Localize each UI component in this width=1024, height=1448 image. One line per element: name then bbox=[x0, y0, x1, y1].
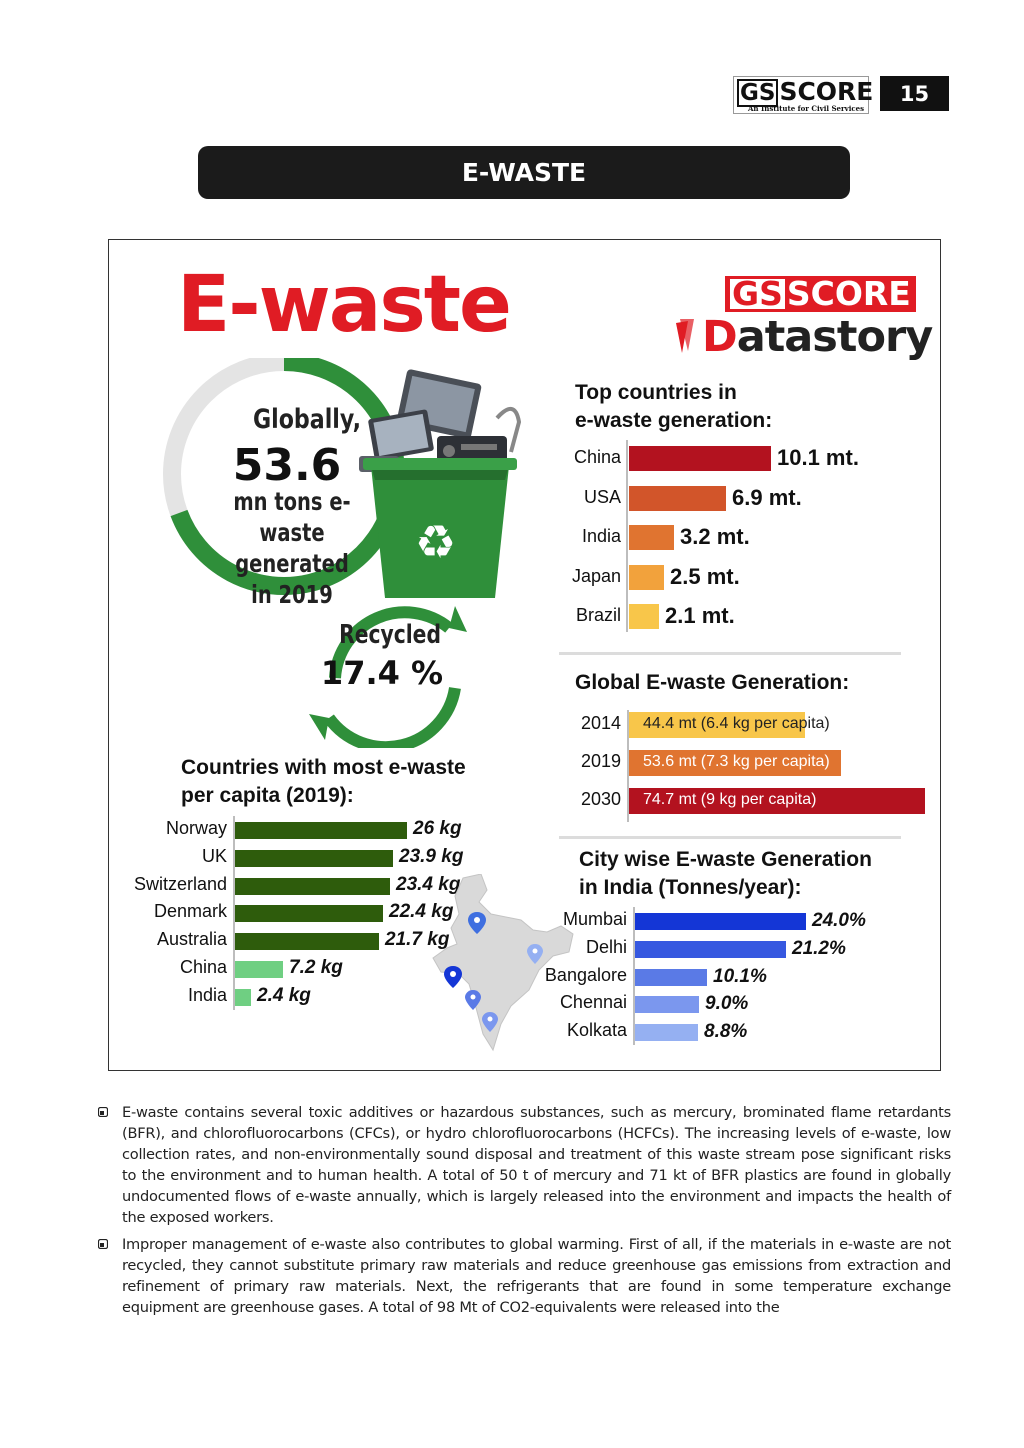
city-value: 24.0% bbox=[812, 910, 866, 931]
per-capita-value: 23.4 kg bbox=[396, 873, 461, 895]
globally-desc-line-1: mn tons e-waste bbox=[233, 487, 351, 547]
top-country-label: China bbox=[573, 447, 621, 467]
recycled-value: 17.4 % bbox=[320, 654, 444, 692]
city-label: Mumbai bbox=[562, 909, 627, 929]
per-capita-label: UK bbox=[201, 845, 227, 866]
per-capita-bar bbox=[235, 878, 390, 895]
brand-d-letter: D bbox=[702, 312, 737, 362]
city-label: Chennai bbox=[559, 992, 627, 1013]
bullet-paragraph: Improper management of e-waste also contributes to global warming. First of all, if the materials in e-waste are not recycled, they cannot substitute primary raw materials and reduce greenhouse gas emissions from extraction and refinement of primary raw materials. Next, the refrigerants that are found in some temperature exchange equipment are greenhouse gases. A total of 98 Mt of CO2-equivalents were released into the bbox=[122, 1236, 951, 1317]
city-wise-heading bbox=[579, 846, 872, 902]
top-country-label: Brazil bbox=[575, 605, 621, 625]
top-country-value: 2.1 mt. bbox=[665, 603, 735, 628]
datastory-brand-score bbox=[725, 276, 916, 312]
top-country-bar bbox=[629, 565, 664, 590]
recycled-label: Recycled bbox=[339, 620, 441, 650]
per-capita-heading-line-1: Countries with most e-waste bbox=[181, 756, 466, 779]
per-capita-value: 2.4 kg bbox=[257, 984, 311, 1006]
top-country-bar bbox=[629, 604, 659, 629]
per-capita-value: 7.2 kg bbox=[289, 957, 343, 978]
bullet-item bbox=[122, 1103, 951, 1228]
top-country-label: USA bbox=[583, 486, 621, 507]
brand-datastory-text: atastory bbox=[736, 312, 933, 362]
top-country-value: 2.5 mt. bbox=[670, 563, 740, 589]
city-wise-chart bbox=[489, 907, 939, 1052]
per-capita-value: 26 kg bbox=[413, 818, 462, 839]
global-generation-text: 44.4 mt (6.4 kg per capita) bbox=[643, 715, 830, 732]
top-country-bar bbox=[629, 486, 726, 511]
per-capita-label: China bbox=[179, 957, 227, 977]
bullet-item bbox=[122, 1235, 951, 1319]
globally-desc-line-2: generated bbox=[235, 549, 349, 578]
per-capita-heading-line-2: per capita (2019): bbox=[181, 784, 354, 807]
global-generation-text: 53.6 mt (7.3 kg per capita) bbox=[643, 753, 830, 770]
body-text bbox=[122, 1103, 951, 1326]
bullet-square-icon bbox=[98, 1107, 108, 1117]
page-number: 15 bbox=[880, 76, 949, 111]
top-country-label: Japan bbox=[571, 565, 621, 586]
bullet-square-icon bbox=[98, 1239, 108, 1249]
per-capita-bar bbox=[235, 850, 393, 867]
per-capita-bar bbox=[235, 822, 407, 839]
city-value: 8.8% bbox=[704, 1021, 748, 1043]
gsscore-logo bbox=[733, 76, 874, 114]
top-country-value: 3.2 mt. bbox=[680, 524, 750, 549]
bullet-paragraph: E-waste contains several toxic additives or hazardous substances, such as mercury, brominated flame retardants (BFR), and chlorofluorocarbons (CFCs), or hydro chlorofluorocarbons (HCFCs). The increasing levels of e-waste, low collection rates, and non-environmentally sound disposal and treatment of this waste stream pose significant risks to the environment and to human health. A total of 50 t of mercury and 71 kt of BFR plastics are found in globally undocumented flows of e-waste annually, which is largely released into the environment and impacts the health of the exposed workers. bbox=[122, 1104, 951, 1226]
top-countries-chart bbox=[549, 440, 939, 640]
top-country-label: India bbox=[581, 526, 621, 546]
city-wise-heading-line-1: City wise E-waste Generation bbox=[579, 848, 872, 871]
panel-divider-1 bbox=[559, 652, 901, 655]
city-label: Bangalore bbox=[544, 964, 627, 985]
global-generation-year: 2014 bbox=[580, 713, 621, 733]
datastory-brand bbox=[674, 312, 932, 362]
per-capita-label: Norway bbox=[165, 818, 227, 838]
globally-value: 53.6 bbox=[232, 440, 342, 491]
global-generation-year: 2019 bbox=[580, 751, 621, 771]
city-label: Delhi bbox=[585, 936, 627, 957]
global-generation-year: 2030 bbox=[580, 789, 621, 809]
city-value: 21.2% bbox=[792, 937, 846, 959]
city-bar bbox=[635, 913, 806, 930]
recycle-bin-icon bbox=[363, 458, 517, 598]
top-country-bar bbox=[629, 446, 771, 471]
brand-score-text: SCORE bbox=[786, 274, 911, 313]
city-label: Kolkata bbox=[566, 1020, 627, 1041]
map-pin-mumbai-icon bbox=[444, 966, 462, 988]
top-country-bar bbox=[629, 525, 674, 550]
top-country-value: 6.9 mt. bbox=[732, 484, 802, 510]
per-capita-bar bbox=[235, 905, 383, 922]
city-bar bbox=[635, 996, 699, 1013]
per-capita-label: Denmark bbox=[153, 901, 227, 922]
globally-label: Globally, bbox=[252, 404, 362, 435]
infographic-title: E-waste bbox=[177, 260, 510, 350]
globally-desc-line-3: in 2019 bbox=[251, 580, 333, 609]
top-country-value: 10.1 mt. bbox=[777, 445, 859, 470]
top-countries-heading-line-1: Top countries in bbox=[575, 381, 737, 404]
city-value: 9.0% bbox=[705, 993, 749, 1015]
logo-tagline: An Institute for Civil Services bbox=[748, 104, 865, 113]
global-generation-text: 74.7 mt (9 kg per capita) bbox=[643, 791, 817, 808]
per-capita-label: Switzerland bbox=[133, 873, 227, 894]
per-capita-value: 23.9 kg bbox=[399, 845, 464, 867]
city-bar bbox=[635, 969, 707, 986]
brand-gs-mark: GS bbox=[732, 274, 783, 313]
top-countries-heading-line-2: e-waste generation: bbox=[575, 409, 773, 432]
top-countries-heading bbox=[575, 379, 772, 435]
global-generation-chart bbox=[549, 710, 939, 825]
city-value: 10.1% bbox=[713, 965, 767, 987]
per-capita-label: India bbox=[187, 984, 227, 1005]
panel-divider-2 bbox=[559, 836, 901, 839]
globally-description bbox=[218, 486, 366, 610]
per-capita-label: Australia bbox=[156, 929, 227, 950]
per-capita-value: 21.7 kg bbox=[385, 929, 450, 951]
logo-gs-mark: GS bbox=[737, 79, 778, 107]
svg-text:♻: ♻ bbox=[415, 515, 457, 569]
section-title: E-WASTE bbox=[198, 146, 850, 199]
global-generation-heading: Global E-waste Generation: bbox=[575, 671, 850, 694]
infographic bbox=[108, 239, 941, 1071]
per-capita-heading bbox=[181, 754, 466, 810]
logo-score-text: SCORE bbox=[779, 77, 874, 106]
city-bar bbox=[635, 1024, 698, 1041]
city-bar bbox=[635, 941, 786, 958]
per-capita-bar bbox=[235, 989, 251, 1006]
city-wise-heading-line-2: in India (Tonnes/year): bbox=[579, 876, 802, 899]
per-capita-bar bbox=[235, 933, 379, 950]
per-capita-value: 22.4 kg bbox=[389, 901, 454, 923]
per-capita-bar bbox=[235, 961, 283, 978]
